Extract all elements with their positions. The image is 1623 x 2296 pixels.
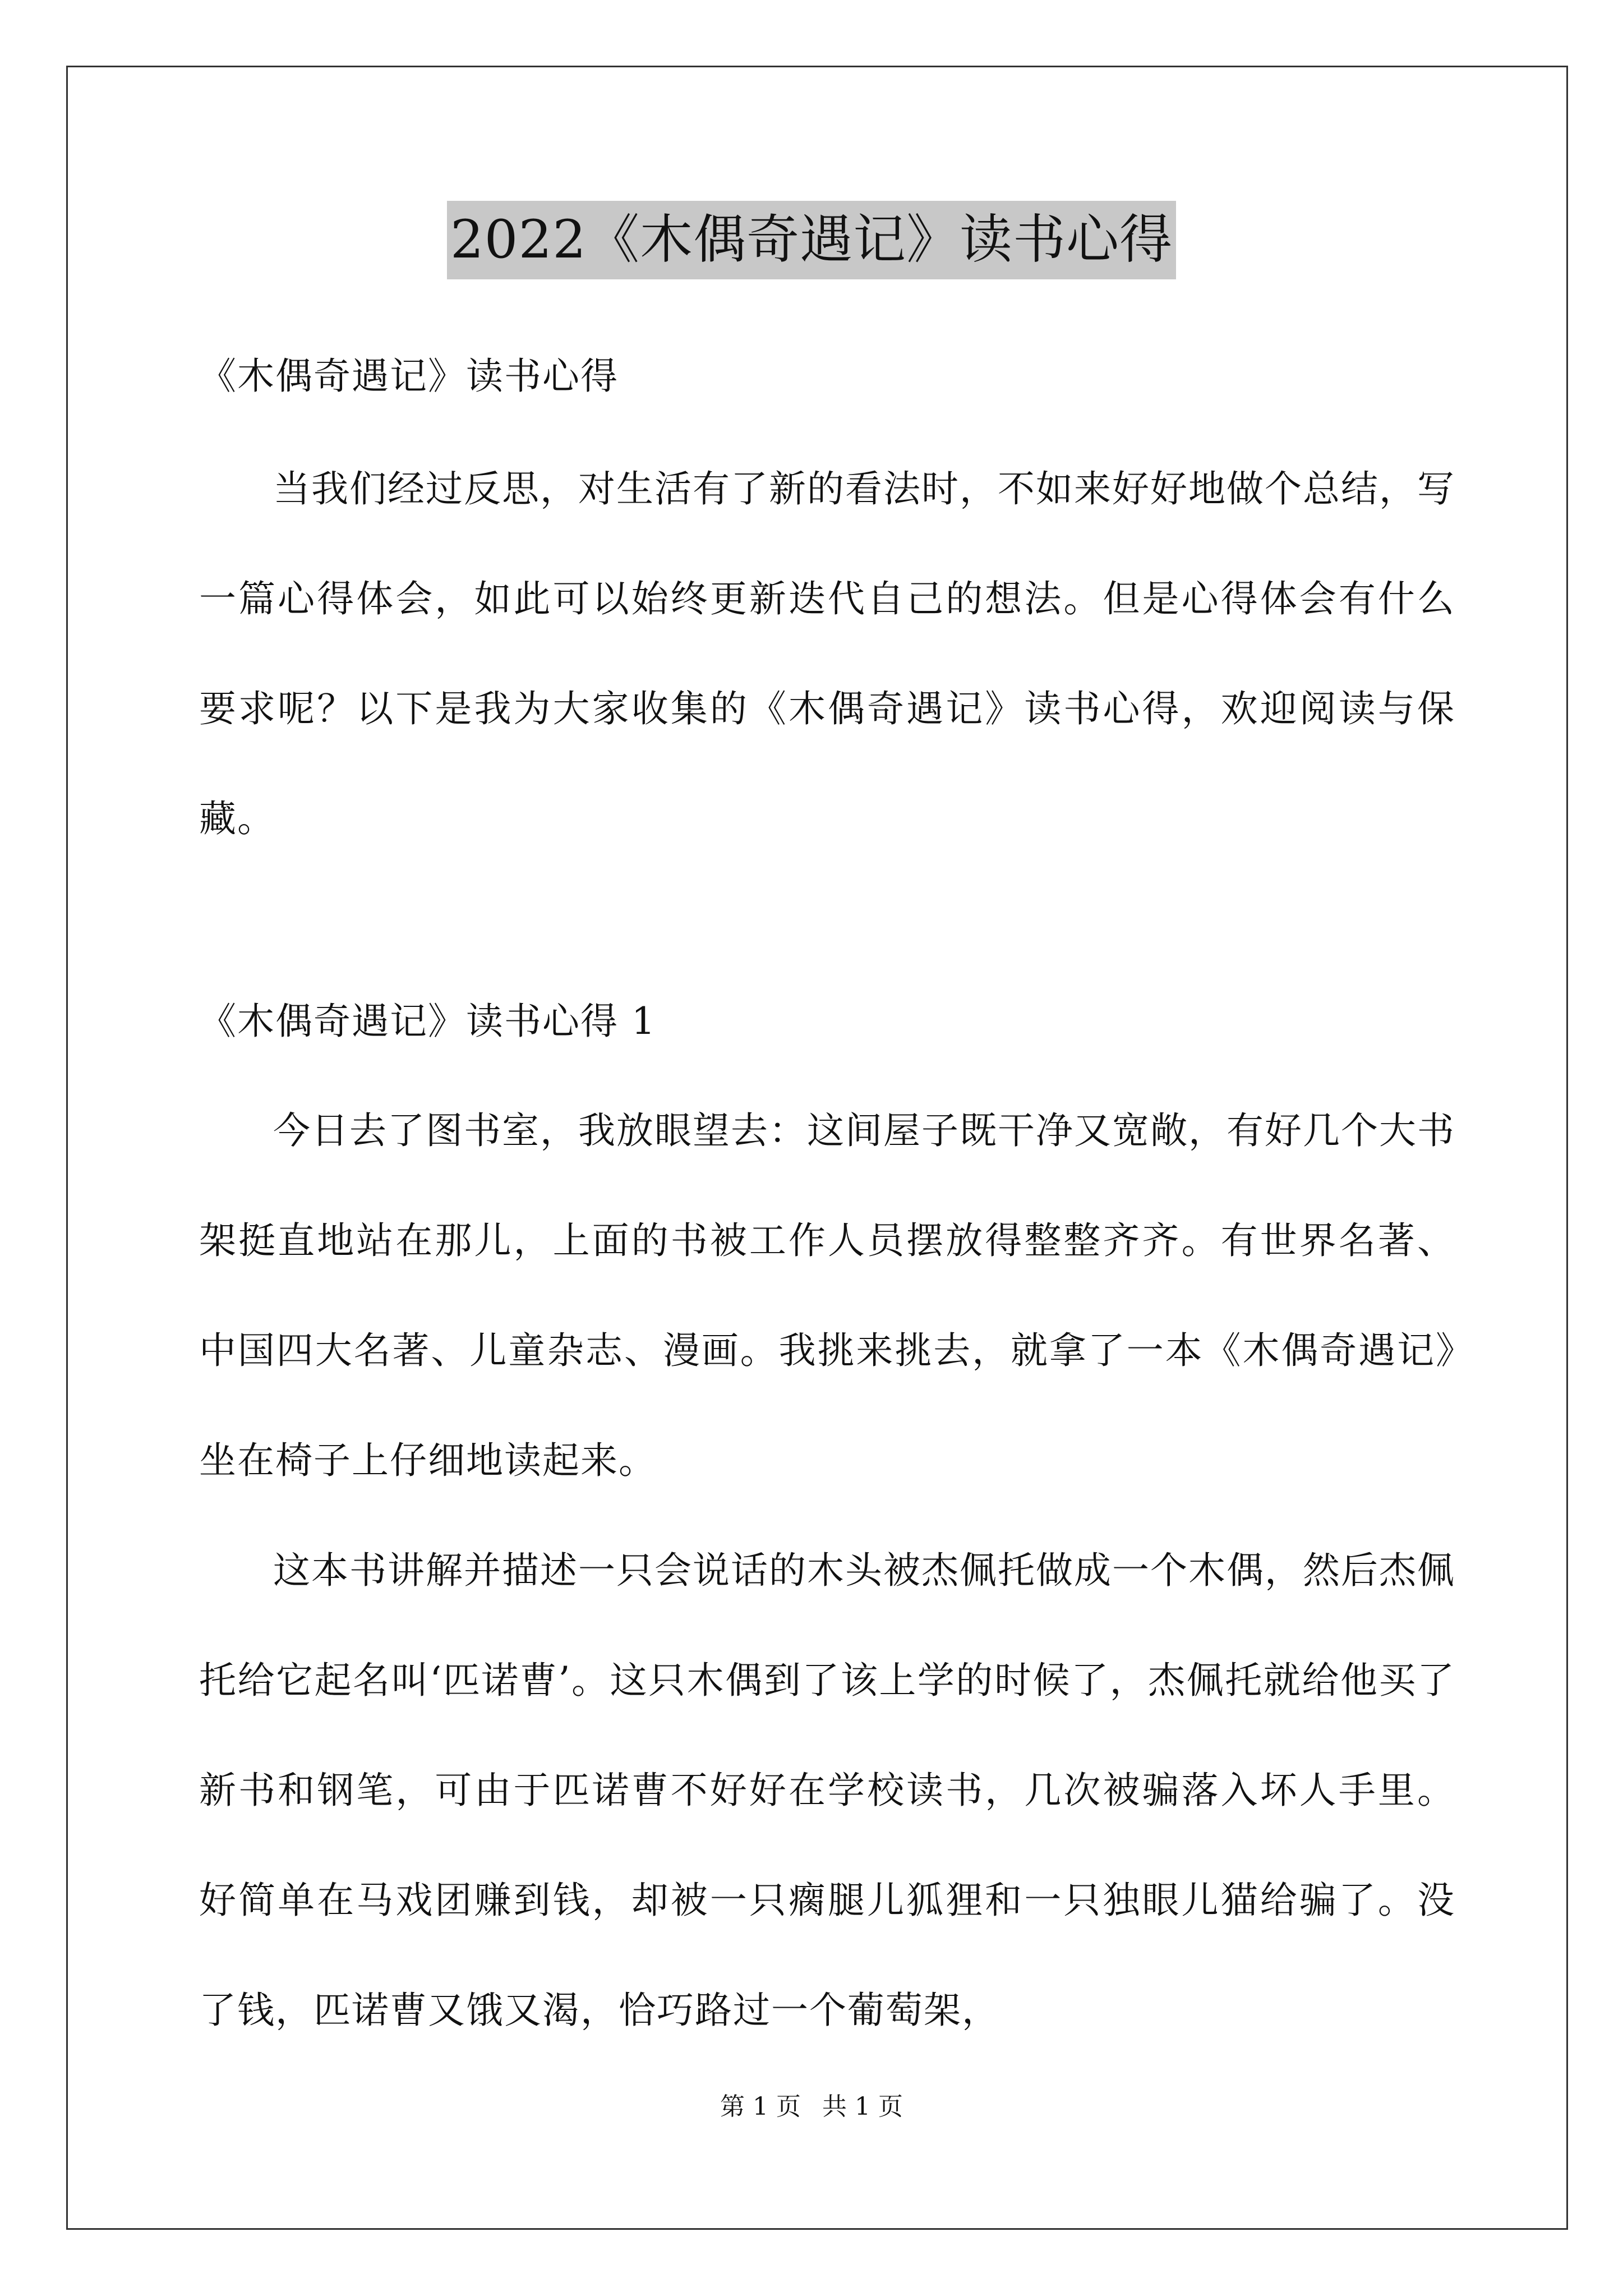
body-block [199, 1076, 1455, 2065]
subtitle-heading: 《木偶奇遇记》读书心得 [199, 355, 619, 398]
body-paragraph-1: 今日去了图书室，我放眼望去：这间屋子既干净又宽敞，有好几个大书架挺直地站在那儿，上面的书被工作人员摆放得整整齐齐。有世界名著、中国四大名著、儿童杂志、漫画。我挑来挑去，就拿了一本《木偶奇遇记》坐在椅子上仔细地读起来。 [199, 1109, 1455, 1482]
intro-block [199, 434, 1455, 874]
body-paragraph-2: 这本书讲解并描述一只会说话的木头被杰佩托做成一个木偶，然后杰佩托给它起名叫‘匹诺曹’。这只木偶到了该上学的时候了，杰佩托就给他买了新书和钢笔，可由于匹诺曹不好好在学校读书，几次被骗落入坏人手里。好简单在马戏团赚到钱，却被一只瘸腿儿狐狸和一只独眼儿猫给骗了。没了钱，匹诺曹又饿又渴，恰巧路过一个葡萄架， [199, 1549, 1455, 2032]
page-number: 第 1 页 [720, 2092, 801, 2121]
section-heading: 《木偶奇遇记》读书心得 1 [199, 1000, 656, 1043]
intro-paragraph: 当我们经过反思，对生活有了新的看法时，不如来好好地做个总结，写一篇心得体会，如此可以始终更新迭代自己的想法。但是心得体会有什么要求呢？以下是我为大家收集的《木偶奇遇记》读书心得，欢迎阅读与保藏。 [199, 467, 1455, 840]
page-total: 共 1 页 [822, 2092, 903, 2121]
document-title: 2022《木偶奇遇记》读书心得 [447, 201, 1176, 279]
title-container [0, 201, 1623, 279]
page-footer [0, 2090, 1623, 2124]
